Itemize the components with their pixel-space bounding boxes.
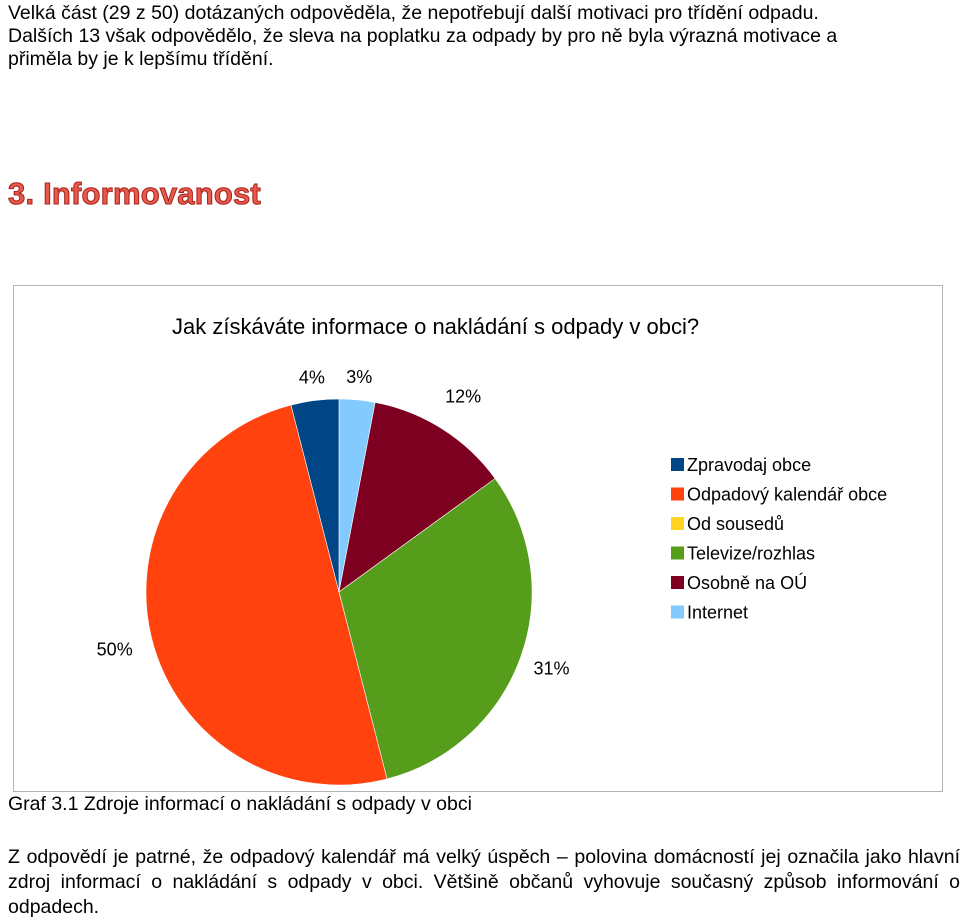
chart-caption: Graf 3.1 Zdroje informací o nakládání s odpady v obci (8, 793, 472, 815)
pie-chart-frame (13, 285, 943, 792)
legend-label: Osobně na OÚ (687, 573, 808, 593)
chart-legend (671, 455, 887, 623)
legend-label: Televize/rozhlas (687, 543, 816, 564)
percentage-label: 3% (346, 366, 373, 387)
pie-slices (146, 399, 532, 785)
legend-label: Internet (687, 602, 749, 623)
legend-swatch (671, 458, 684, 471)
chart-title: Jak získáváte informace o nakládání s odpady v obci? (172, 314, 700, 339)
conclusion-line: jako hlavní zdroj informací o nakládání s odpady v obci. Většině občanů vyhovuje současný (8, 846, 960, 893)
legend-swatch (671, 606, 684, 619)
legend-swatch (671, 488, 684, 501)
conclusion-paragraph (8, 845, 960, 920)
percentage-label: 4% (298, 367, 325, 388)
intro-line: Dalších 13 však odpovědělo, že sleva na poplatku za odpady by pro ně byla výrazná motivace a (8, 25, 838, 47)
pie-chart (14, 286, 944, 793)
intro-line: přiměla by je k lepšímu třídění. (8, 48, 274, 70)
section-heading: 3. Informovanost (8, 176, 261, 211)
intro-paragraph (8, 2, 954, 71)
conclusion-line: Z odpovědí je patrné, že odpadový kalendář má velký úspěch – polovina domácností jej označila (8, 846, 859, 868)
legend-swatch (671, 517, 684, 530)
percentage-label: 12% (445, 386, 482, 407)
percentage-label: 31% (533, 658, 570, 679)
intro-line: Velká část (29 z 50) dotázaných odpověděla, že nepotřebují další motivaci pro třídění odpadu. (8, 2, 819, 24)
legend-label: Od sousedů (687, 514, 785, 534)
legend-swatch (671, 547, 684, 560)
legend-label: Zpravodaj obce (687, 455, 812, 475)
percentage-label: 50% (96, 639, 133, 660)
conclusion-line: způsob informování o odpadech. (8, 871, 960, 918)
legend-swatch (671, 576, 684, 589)
legend-label: Odpadový kalendář obce (687, 484, 888, 505)
